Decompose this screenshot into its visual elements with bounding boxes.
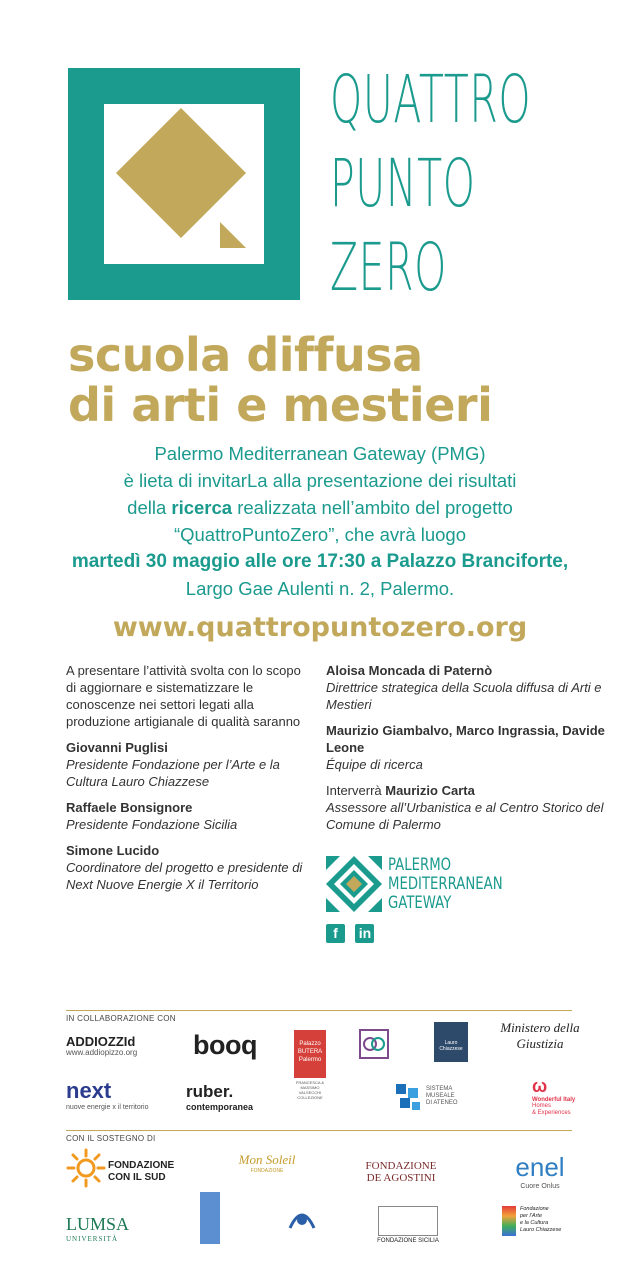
addiopizzo-name: ADDIOZZId	[66, 1034, 136, 1049]
speaker-role: Presidente Fondazione Sicilia	[66, 817, 238, 832]
de-agostini-line-2: DE AGOSTINI	[366, 1172, 436, 1184]
lumsa-name: LUMSA	[66, 1214, 130, 1234]
next-name: next	[66, 1078, 112, 1103]
divider	[66, 1130, 572, 1131]
palazzo-butera-logo	[294, 1030, 326, 1078]
ministero-giustizia-logo	[500, 1020, 580, 1052]
headline	[68, 330, 628, 430]
pmg-mosaic-icon	[326, 856, 382, 912]
wordmark-line-3: ZERO	[330, 229, 448, 306]
monsoleil-logo	[222, 1152, 312, 1174]
ruber-logo	[186, 1082, 276, 1112]
sistema-museale-logo	[426, 1086, 466, 1107]
speaker-role: Coordinatore del progetto e presidente di Next Nuove Energie X il Territorio	[66, 860, 303, 892]
invite-research: ricerca	[171, 497, 233, 518]
speaker-name: Raffaele Bonsignore	[66, 800, 193, 815]
speaker	[66, 739, 306, 790]
speaker	[66, 842, 306, 893]
invite-line-4: “QuattroPuntoZero”, che avrà luogo	[173, 524, 467, 545]
circle-logo-icon	[358, 1028, 390, 1060]
sistema-museale-icon	[394, 1082, 422, 1116]
addiopizzo-url: www.addiopizzo.org	[66, 1048, 138, 1057]
monsoleil-subtitle: FONDAZIONE	[250, 1168, 284, 1174]
headline-line-1: scuola diffusa	[68, 328, 423, 382]
speakers-right-column	[326, 662, 616, 842]
addiopizzo-logo	[66, 1034, 156, 1057]
speaker	[326, 782, 616, 833]
lumsa-subtitle: UNIVERSITÀ	[66, 1235, 118, 1243]
pmg-line-3: GATEWAY	[388, 893, 452, 913]
event-address: Largo Gae Aulenti n. 2, Palermo.	[185, 578, 455, 599]
enel-name: enel	[515, 1152, 565, 1182]
enel-subtitle: Cuore Onlus	[520, 1183, 560, 1190]
wordmark-line-1: QUATTRO	[330, 61, 532, 138]
blue-tower-logo	[200, 1192, 220, 1244]
support-label: CON IL SOSTEGNO DI	[66, 1134, 156, 1143]
chiazzese-line-3: e la Cultura	[520, 1220, 549, 1226]
ruber-subtitle: contemporanea	[186, 1102, 254, 1112]
invite-line-3-post: realizzata nell’ambito del progetto	[232, 497, 513, 518]
speaker-name: Giovanni Puglisi	[66, 740, 168, 755]
ruber-name: ruber.	[186, 1082, 234, 1101]
speaker-role: Direttrice strategica della Scuola diffusa di Arti e Mestieri	[326, 680, 602, 712]
wonderful-sub-2: & Experiences	[532, 1110, 571, 1116]
fondazione-chiazzese-logo	[520, 1206, 580, 1234]
con-il-sud-line-2: CON IL SUD	[108, 1172, 166, 1183]
headline-line-2: di arti e mestieri	[68, 378, 493, 432]
speaker-role: Équipe di ricerca	[326, 757, 423, 772]
next-subtitle: nuove energie x il territorio	[66, 1104, 149, 1111]
facebook-icon[interactable]: f	[326, 924, 345, 943]
speakers-left-column	[66, 662, 306, 902]
quattropuntozero-logo-icon	[68, 68, 300, 300]
header	[0, 0, 640, 330]
invite-line-3-pre: della	[127, 497, 172, 518]
fondazione-con-il-sud-logo	[108, 1160, 188, 1184]
via-francigena-icon	[282, 1198, 322, 1238]
ministero-line-2: Giustizia	[516, 1036, 564, 1051]
divider	[66, 1010, 572, 1011]
wordmark-line-2: PUNTO	[330, 145, 476, 222]
speaker-name: Simone Lucido	[66, 843, 160, 858]
closing-prefix: Interverrà	[326, 783, 386, 798]
pmg-wordmark	[388, 856, 503, 913]
chiazzese-mark-icon	[502, 1206, 516, 1236]
speaker-role: Presidente Fondazione per l’Arte e la Cultura Lauro Chiazzese	[66, 757, 280, 789]
butera-line-2: BUTERA	[297, 1049, 323, 1055]
speaker	[326, 722, 616, 773]
enel-cuore-logo	[505, 1152, 575, 1191]
lauro-seal-logo: Lauro Chiazzese	[434, 1022, 468, 1062]
pmg-line-1: PALERMO	[388, 855, 452, 875]
wonderful-italy-logo	[532, 1076, 592, 1117]
sistema-line-3: DI ATENEO	[426, 1100, 458, 1106]
collab-label: IN COLLABORAZIONE CON	[66, 1014, 176, 1023]
wonderful-sub-1: Homes	[532, 1103, 552, 1109]
monsoleil-name: Mon Soleil	[238, 1152, 296, 1167]
invite-line-2: è lieta di invitarLa alla presentazione dei risultati	[123, 470, 517, 491]
sistema-line-2: MUSEALE	[426, 1093, 455, 1099]
butera-subtitle: FRANCESCA & MASSIMO VALSECCHI COLLEZIONE	[295, 1080, 325, 1100]
website-link[interactable]: www.quattropuntozero.org	[112, 612, 528, 643]
sistema-line-1: SISTEMA	[426, 1086, 453, 1092]
invitation-text	[0, 440, 640, 602]
fondazione-sicilia-logo: FONDAZIONE SICILIA	[377, 1238, 439, 1244]
chiazzese-line-1: Fondazione	[520, 1206, 549, 1212]
speaker	[66, 799, 306, 833]
pmg-logo	[326, 856, 606, 916]
wordmark	[330, 58, 630, 310]
wonderful-mark-icon: ω	[532, 1076, 548, 1096]
fondazione-sicilia-building-icon	[378, 1206, 438, 1236]
event-date: martedì 30 maggio alle ore 17:30 a Palazzo Branciforte,	[71, 551, 569, 572]
ministero-line-1: Ministero della	[500, 1020, 580, 1035]
pmg-line-2: MEDITERRANEAN	[388, 874, 503, 894]
speaker-closing	[326, 782, 616, 799]
sun-icon	[66, 1148, 106, 1188]
invite-line-3	[0, 494, 640, 521]
linkedin-icon[interactable]: in	[355, 924, 374, 943]
fondazione-de-agostini-logo	[356, 1160, 446, 1184]
wonderful-name: Wonderful Italy	[532, 1097, 576, 1103]
de-agostini-line-1: FONDAZIONE	[365, 1160, 437, 1172]
butera-line-3: Palermo	[298, 1057, 322, 1063]
chiazzese-line-2: per l’Arte	[520, 1213, 543, 1219]
lumsa-logo	[66, 1214, 136, 1243]
con-il-sud-line-1: FONDAZIONE	[108, 1160, 175, 1171]
next-logo	[66, 1078, 156, 1112]
speaker-name: Maurizio Giambalvo, Marco Ingrassia, Davide Leone	[326, 723, 605, 755]
chiazzese-line-4: Lauro Chiazzese	[520, 1227, 562, 1233]
invite-line-1: Palermo Mediterranean Gateway (PMG)	[154, 443, 486, 464]
speaker-role: Assessore all’Urbanistica e al Centro Storico del Comune di Palermo	[326, 800, 604, 832]
speaker-name: Aloisa Moncada di Paternò	[326, 663, 493, 678]
speaker	[326, 662, 616, 713]
butera-line-1: Palazzo	[299, 1041, 321, 1047]
social-links	[326, 924, 380, 943]
speakers-intro: A presentare l’attività svolta con lo scopo di aggiornare e sistematizzare le conoscenze nei settori legati alla produzione artigianale di qualità saranno	[66, 663, 301, 729]
booq-logo: booq	[193, 1030, 257, 1060]
speaker-name: Maurizio Carta	[385, 783, 475, 798]
